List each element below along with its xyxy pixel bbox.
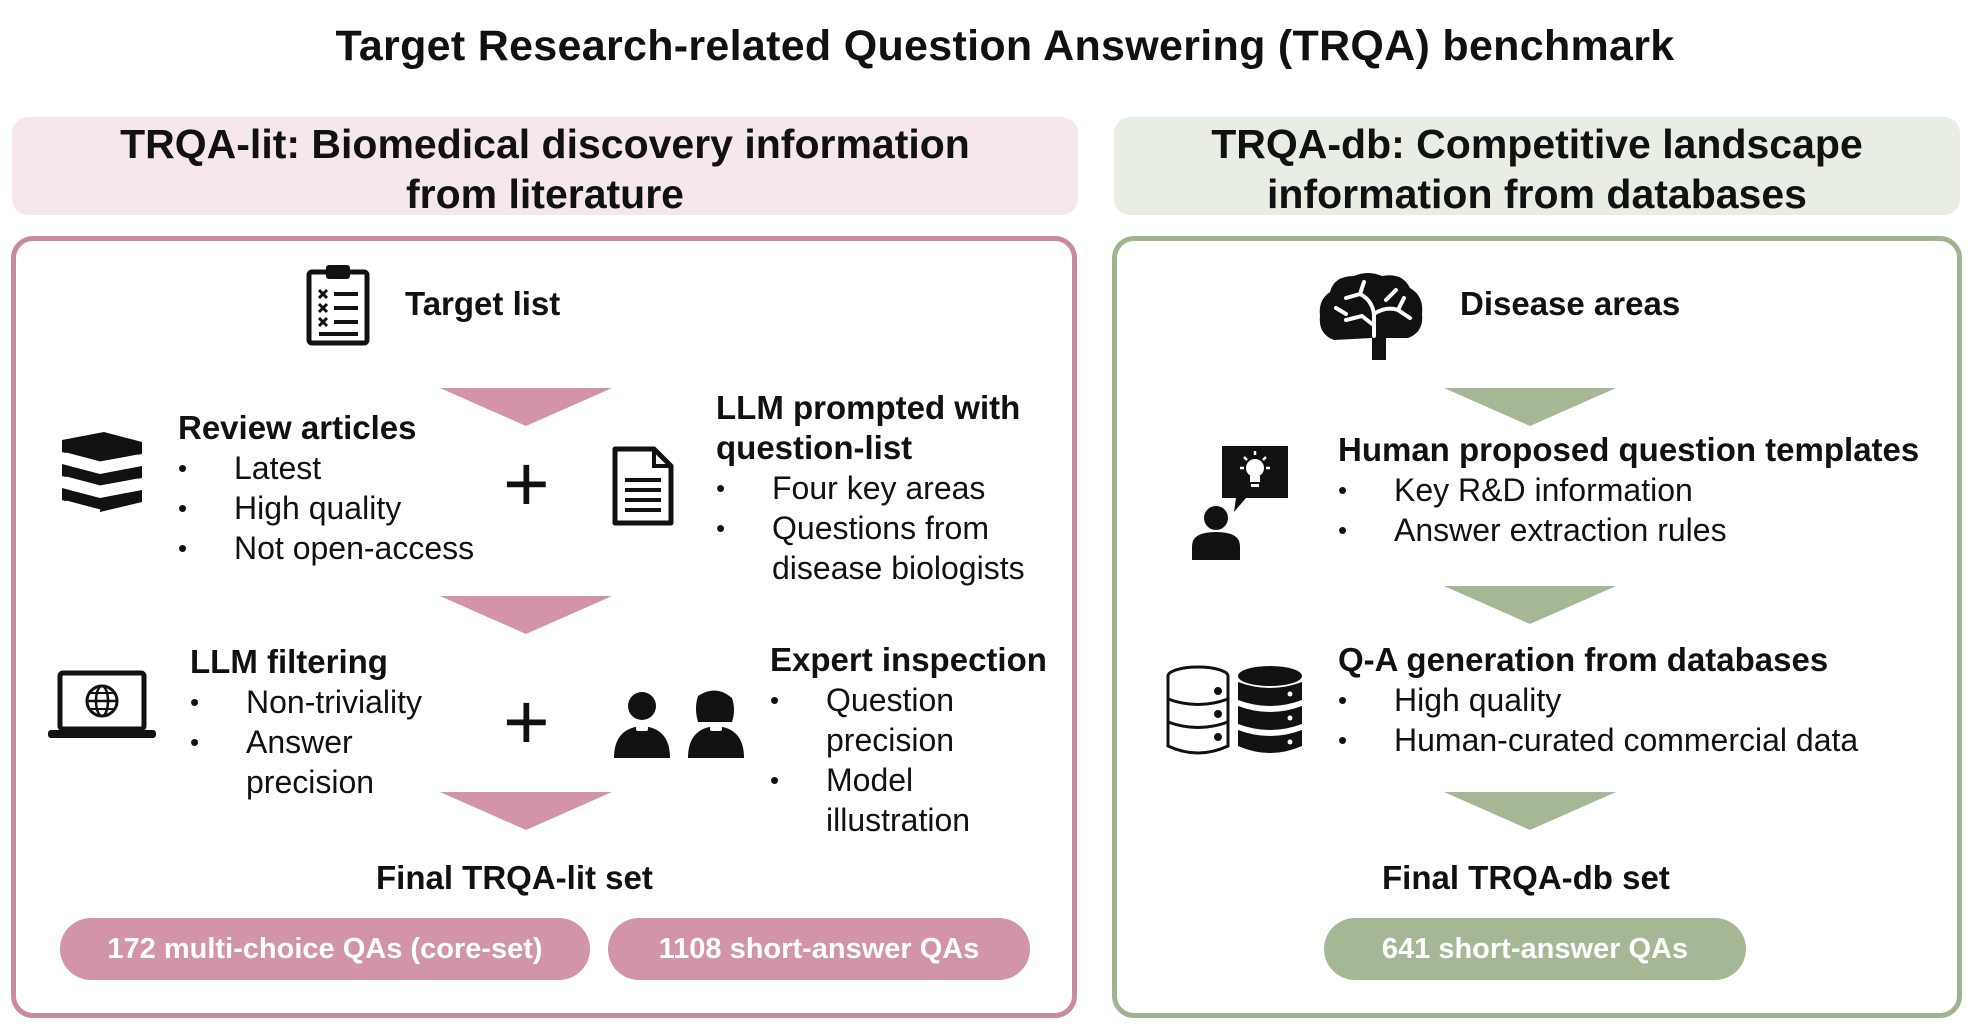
db-arrow-2: [1444, 586, 1616, 624]
list-item: • Not open-access: [178, 528, 474, 568]
llm-filtering-block: [190, 642, 422, 802]
final-lit-label: Final TRQA-lit set: [376, 859, 653, 896]
list-item: • Key R&D information: [1338, 470, 1919, 510]
plus-icon: +: [503, 439, 550, 528]
llm-prompted-heading-line2: question-list: [716, 429, 913, 466]
llm-prompted-block: [716, 388, 1025, 588]
list-item: • Latest: [178, 448, 474, 488]
document-icon: [612, 446, 674, 526]
list-item: • Four key areas: [716, 468, 1025, 508]
idea-person-icon: [1188, 442, 1292, 562]
clipboard-icon: [306, 262, 370, 346]
list-item-continued: precision: [246, 764, 375, 800]
list-item: • High quality: [1338, 680, 1858, 720]
lit-arrow-3: [440, 792, 612, 830]
qa-generation-block: [1338, 640, 1858, 760]
list-item-continued: precision: [826, 722, 955, 758]
list-item-continued: illustration: [826, 802, 971, 838]
list-item: • High quality: [178, 488, 474, 528]
target-list-label: Target list: [405, 285, 561, 322]
list-item: • Answer extraction rules: [1338, 510, 1919, 550]
db-header-line2: information from databases: [1267, 171, 1807, 217]
lit-header-band: [12, 117, 1078, 215]
db-short-answer-pill: 641 short-answer QAs: [1324, 918, 1746, 980]
lit-core-set-pill: 172 multi-choice QAs (core-set): [60, 918, 590, 980]
lit-header-line2: from literature: [406, 171, 684, 217]
review-articles-block: [178, 408, 474, 568]
lit-arrow-2: [440, 596, 612, 634]
db-arrow-1: [1444, 388, 1616, 426]
templates-block: [1338, 430, 1919, 550]
db-panel: [1112, 236, 1962, 1018]
review-articles-heading: Review articles: [178, 409, 417, 446]
brain-icon: [1316, 270, 1426, 362]
plus-icon: +: [503, 677, 550, 766]
qa-generation-heading: Q-A generation from databases: [1338, 641, 1829, 678]
list-item: • Model: [770, 760, 1047, 800]
list-item: • Human-curated commercial data: [1338, 720, 1858, 760]
expert-inspection-heading: Expert inspection: [770, 641, 1047, 678]
books-icon: [56, 430, 146, 514]
list-item: • Question: [770, 680, 1047, 720]
list-item-continued: disease biologists: [772, 550, 1025, 586]
list-item: • Non-triviality: [190, 682, 422, 722]
lit-header-line1: TRQA-lit: Biomedical discovery information: [120, 121, 970, 167]
disease-areas-label: Disease areas: [1460, 285, 1681, 322]
templates-heading: Human proposed question templates: [1338, 431, 1920, 468]
database-icon: [1164, 664, 1306, 758]
list-item: • Questions from: [716, 508, 1025, 548]
db-header-band: [1114, 117, 1960, 215]
llm-prompted-heading-line1: LLM prompted with: [716, 389, 1021, 426]
db-header-line1: TRQA-db: Competitive landscape: [1211, 121, 1863, 167]
db-arrow-3: [1444, 792, 1616, 830]
page-title: Target Research-related Question Answering (TRQA) benchmark: [335, 22, 1675, 70]
laptop-globe-icon: [46, 670, 158, 740]
final-db-label: Final TRQA-db set: [1382, 859, 1670, 896]
llm-filtering-heading: LLM filtering: [190, 643, 388, 680]
expert-inspection-block: [770, 640, 1047, 840]
people-icon: [612, 686, 748, 758]
lit-short-answer-pill: 1108 short-answer QAs: [608, 918, 1030, 980]
list-item: • Answer: [190, 722, 422, 762]
